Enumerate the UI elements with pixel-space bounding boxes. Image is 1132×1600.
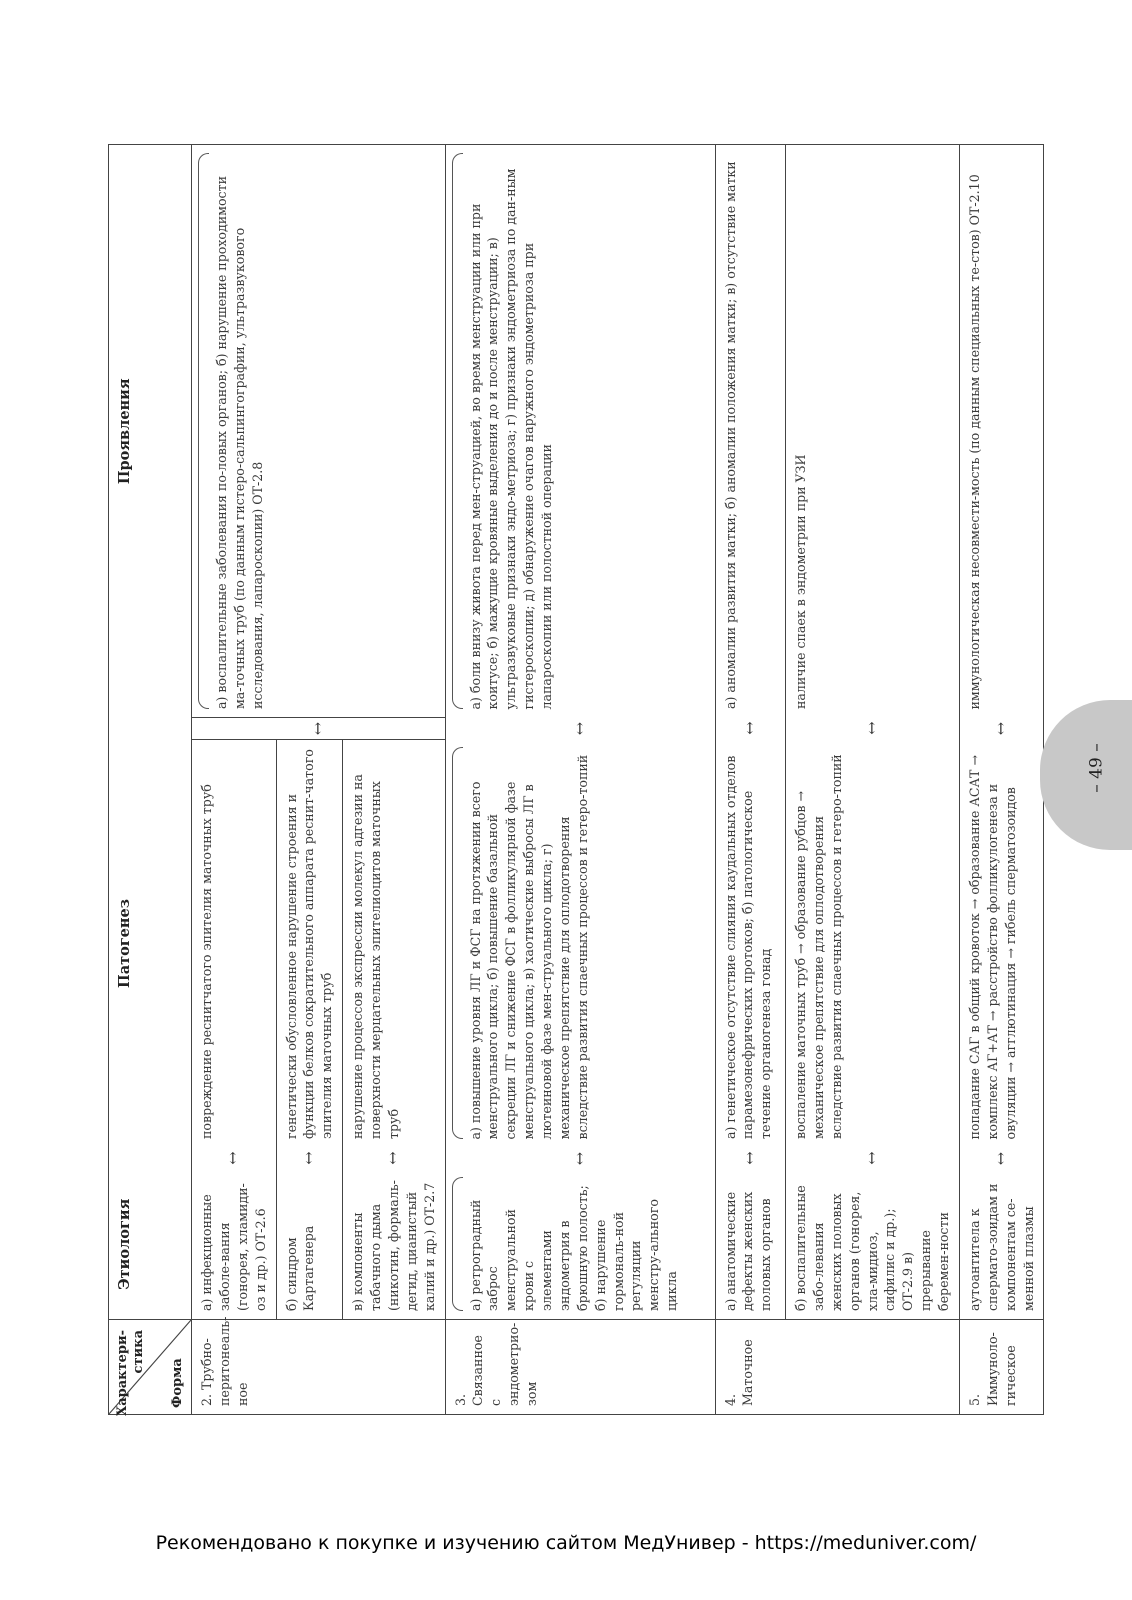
header-manifestations: Проявления (109, 145, 192, 718)
double-arrow-icon: ↔ (445, 1148, 715, 1170)
row3-manifestations: а) боли внизу живота перед мен-струацией, во время менструации или при коитусе; б) мажущие кровяные выделения до и после менструации; в) ультразвуковые признаки эндо-метриоза; г) признаки эндометриоза по дан-ным гистероскопии; д) обнаружение очагов наружного эндометриоза при лапароскопии или полостной операции (467, 168, 554, 710)
double-arrow-icon: ↔ (192, 1147, 276, 1169)
row2-etiology-pathogenesis (192, 740, 446, 1320)
row2-etiology-c: в) компоненты табачного дыма (никотин, формаль-дегид, цианистый калий и др.) ОТ-2.7 (350, 1180, 437, 1311)
row4-etiology-b: б) воспалительные забо-левания женских половых органов (гонорея, хла-мидиоз, сифилис и др.); ОТ-2.9 в) прерывание беремен-ности (793, 1185, 951, 1311)
row3-etiology-cell (445, 1170, 715, 1320)
footer-recommendation[interactable]: Рекомендовано к покупке и изучению сайтом МедУнивер - https://meduniver.com/ (155, 1532, 977, 1554)
header-form: Форма (169, 1358, 185, 1408)
header-corner-cell (109, 1320, 192, 1415)
brace-icon (452, 748, 463, 1140)
row5-manifestations: иммунологическая несовмести-мость (по данным специальных те-стов) ОТ-2.10 (959, 145, 1044, 718)
row4-manifestations-b: наличие спаек в эндометрии при УЗИ (793, 454, 808, 709)
row4-form: 4. Маточное (715, 1320, 959, 1415)
double-arrow-icon: ↔ (862, 721, 882, 735)
double-arrow-icon: ↔ (716, 717, 786, 739)
brace-icon (198, 153, 209, 709)
row2-manifestations: а) воспалительные заболевания по-ловых органов; б) нарушение проходимости ма-точных труб (по данным гистеро-сальпингографии, ультразвукового исследования, лапароскопии) ОТ-2.8 (214, 176, 265, 709)
header-etiology: Этиология (109, 1170, 192, 1320)
double-arrow-icon: ↔ (445, 718, 715, 740)
row3-pathogenesis: а) повышение уровня ЛГ и ФСГ на протяжении всего менструального цикла; б) повышение базальной секреции ЛГ и снижение ФСГ в фолликулярной фазе менструального цикла; в) хаотические выбросы ЛГ в лютеиновой фазе мен-струального цикла; г) механическое препятствие для оплодотворения вследствие развития спаечных процессов и гетеро-топий (467, 754, 590, 1140)
row2-form: 2. Трубно-перитонеаль-ное (192, 1320, 446, 1415)
double-arrow-icon: ↔ (383, 1151, 403, 1165)
double-arrow-icon: ↔ (276, 1147, 343, 1169)
brace-icon (452, 153, 463, 710)
row5-form: 5. Иммуноло-гическое (959, 1320, 1044, 1415)
header-spacer (109, 718, 192, 740)
row2-pathogenesis-a: повреждение реснитчатого эпителия маточных труб (192, 740, 276, 1147)
header-pathogenesis: Патогенез (109, 740, 192, 1148)
header-spacer (109, 1148, 192, 1170)
double-arrow-icon: ↔ (959, 718, 1044, 740)
row3-etiology: а) ретроградный заброс менструальной крови с элементами эндометрия в брюшную полость; б) нарушение гормональ-ной регуляции менстру-ального цикла (467, 1185, 680, 1311)
row4-pathogenesis-a: а) генетическое отсутствие слияния каудальных отделов парамезонефрических протоков; б) патологическое течение органогенеза гонад (716, 739, 786, 1147)
double-arrow-icon: ↔ (959, 1148, 1044, 1170)
row2-inner-table (192, 740, 445, 1319)
row2-etiology-a: а) инфекционные заболе-вания (гонорея, хламиди-оз и др.) ОТ-2.6 (192, 1169, 276, 1319)
row2-etiology-b: б) синдром Картагенера (276, 1169, 343, 1319)
header-characteristic: Характери-стика (115, 1330, 146, 1416)
row3-pathogenesis-cell (445, 740, 715, 1148)
rotated-table-container (108, 145, 1036, 1416)
row2-manifestations-cell (192, 145, 446, 718)
row3-form: 3. Связанное с эндометрио-зом (445, 1320, 715, 1415)
row5-etiology: аутоантитела к спермато-зоидам и компонентам се-менной плазмы (959, 1170, 1044, 1320)
page-number: – 49 – (1086, 743, 1107, 793)
infertility-forms-table (108, 144, 1044, 1415)
row4-manifestations-a: а) аномалии развития матки; б) аномалии положения матки; в) отсутствие матки (716, 145, 786, 717)
double-arrow-icon: ↔ (862, 1151, 882, 1165)
row4-etiology-a: а) анатомические дефекты женских половых органов (716, 1169, 786, 1319)
brace-icon (452, 1178, 463, 1312)
double-arrow-icon: ↔ (716, 1147, 786, 1169)
double-arrow-icon: ↔ (192, 718, 446, 740)
page-number-tab (1040, 700, 1132, 850)
row5-pathogenesis: попадание САГ в общий кровоток → образование АСАТ → комплекс АГ+АТ → расстройство фолликулогенеза и овуляции → агглютинация → гибель сперматозоидов (959, 740, 1044, 1148)
row4-inner-table (716, 145, 959, 1319)
row3-manifestations-cell (445, 145, 715, 718)
row4-content (715, 145, 959, 1320)
row2-pathogenesis-b: генетически обусловленное нарушение строения и функции белков сократительного аппарата реснит-чатого эпителия маточных труб (276, 740, 343, 1147)
row2-pathogenesis-c: нарушение процессов экспрессии молекул адгезии на поверхности мерцательных эпителиоцитов маточных труб (350, 774, 401, 1139)
row4-pathogenesis-b: воспаление маточных труб → образование рубцов → механическое препятствие для оплодотворения вследствие развития спаечных процессов и гетеро-топий (793, 754, 844, 1139)
